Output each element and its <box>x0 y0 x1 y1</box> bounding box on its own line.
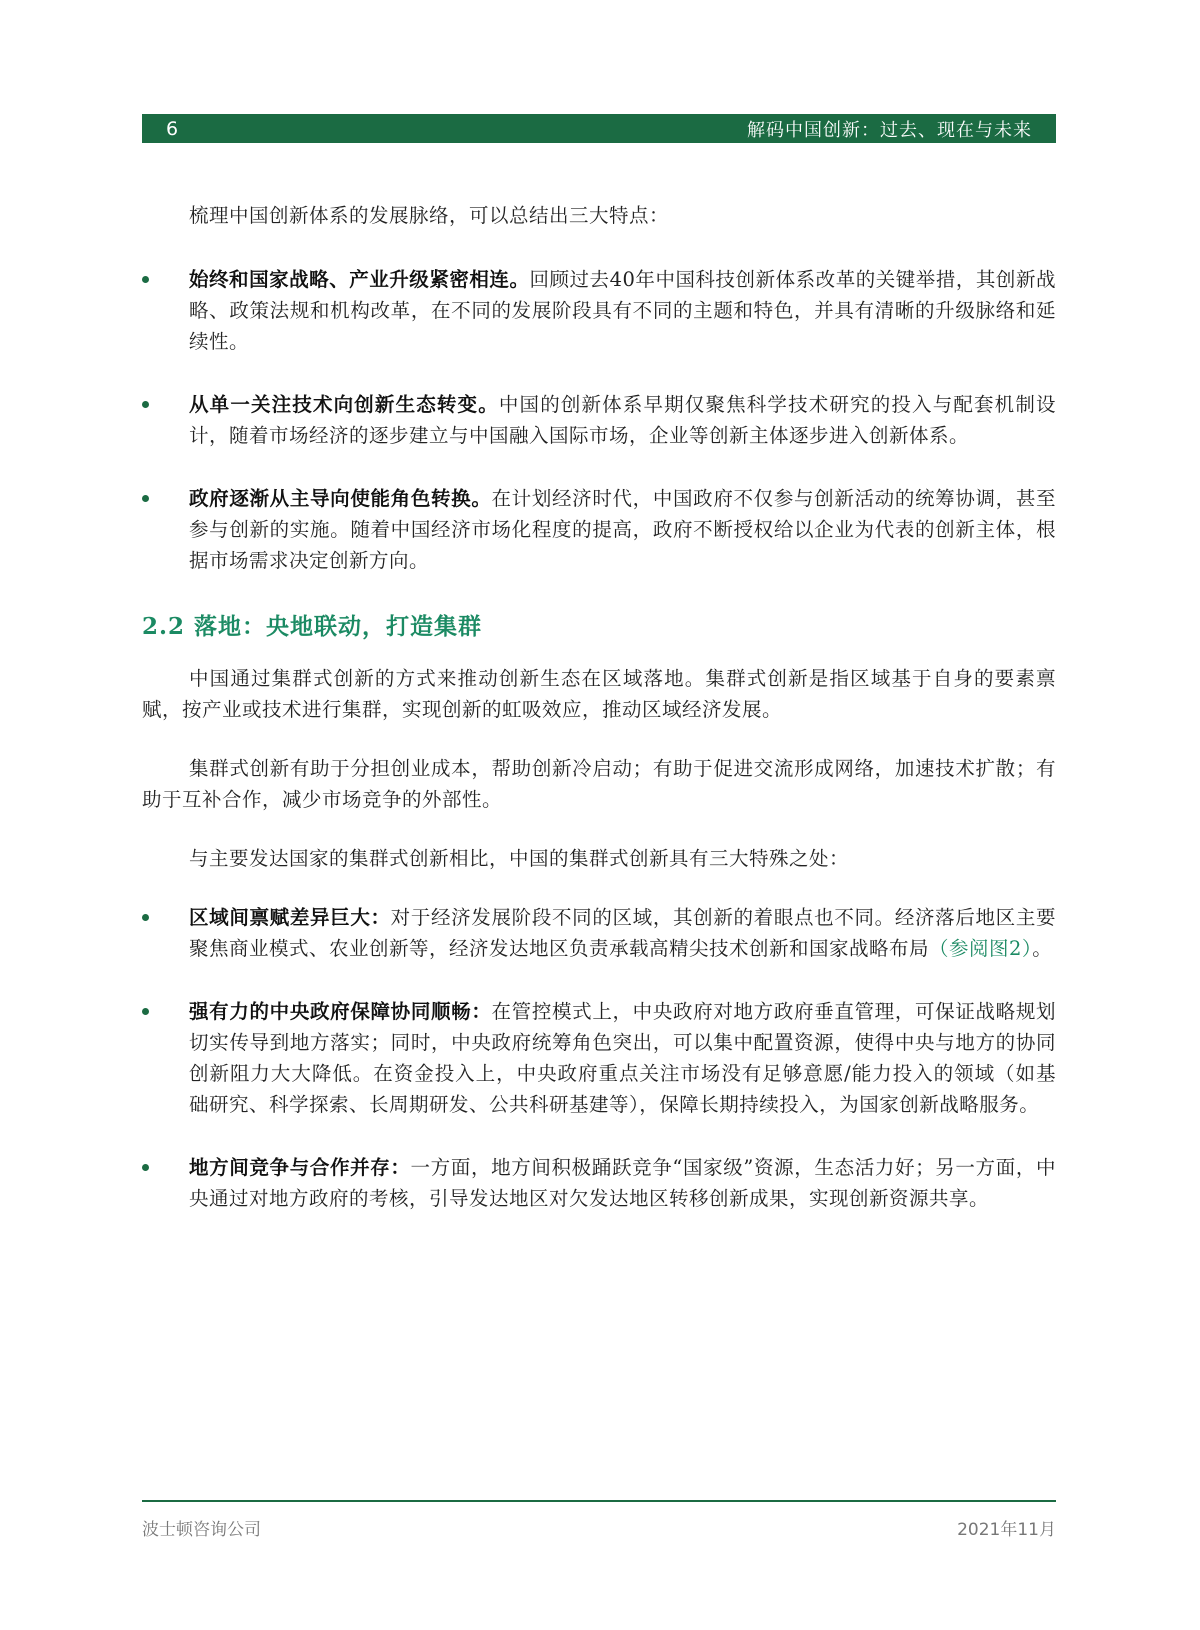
feature-lead: 从单一关注技术向创新生态转变。 <box>189 393 499 416</box>
specials-list <box>142 902 1056 1214</box>
feature-text: 在计划经济时代，中国政府不仅参与创新活动的统筹协调，甚至参与创新的实施。随着中国经济市场化程度的提高，政府不断授权给以企业为代表的创新主体，根据市场需求决定创新方向。 <box>189 487 1056 572</box>
section-paragraph-1: 中国通过集群式创新的方式来推动创新生态在区域落地。集群式创新是指区域基于自身的要素禀赋，按产业或技术进行集群，实现创新的虹吸效应，推动区域经济发展。 <box>142 667 1056 721</box>
section-paragraph-2: 集群式创新有助于分担创业成本，帮助创新冷启动；有助于促进交流形成网络，加速技术扩散；有助于互补合作，减少市场竞争的外部性。 <box>142 757 1056 811</box>
page-number: 6 <box>166 117 179 140</box>
list-item <box>142 264 1056 357</box>
special-lead: 地方间竞争与合作并存： <box>189 1156 411 1179</box>
page-header-bar <box>142 114 1056 143</box>
footer-divider <box>142 1500 1056 1502</box>
footer-company: 波士顿咨询公司 <box>142 1520 261 1540</box>
footer-date: 2021年11月 <box>957 1520 1056 1540</box>
list-item <box>142 902 1056 964</box>
page-content <box>142 200 1056 1246</box>
section-paragraph-3: 与主要发达国家的集群式创新相比，中国的集群式创新具有三大特殊之处： <box>189 847 850 870</box>
page-footer <box>142 1515 1056 1540</box>
feature-text: 中国的创新体系早期仅聚焦科学技术研究的投入与配套机制设计，随着市场经济的逐步建立与中国融入国际市场，企业等创新主体逐步进入创新体系。 <box>189 393 1056 447</box>
special-lead: 区域间禀赋差异巨大： <box>189 906 391 929</box>
special-tail: 。 <box>1032 937 1053 960</box>
bullet-icon <box>142 914 149 921</box>
features-list <box>142 264 1056 576</box>
bullet-icon <box>142 401 149 408</box>
bullet-icon <box>142 1164 149 1171</box>
special-text: 对于经济发展阶段不同的区域，其创新的着眼点也不同。经济落后地区主要聚焦商业模式、农业创新等，经济发达地区负责承载高精尖技术创新和国家战略布局 <box>189 906 1056 960</box>
feature-text: 回顾过去40年中国科技创新体系改革的关键举措，其创新战略、政策法规和机构改革，在不同的发展阶段具有不同的主题和特色，并具有清晰的升级脉络和延续性。 <box>189 268 1056 353</box>
list-item <box>142 996 1056 1120</box>
figure-reference-link[interactable]: （参阅图2） <box>929 937 1033 960</box>
feature-lead: 政府逐渐从主导向使能角色转换。 <box>189 487 492 510</box>
document-title: 解码中国创新：过去、现在与未来 <box>747 119 1032 141</box>
feature-lead: 始终和国家战略、产业升级紧密相连。 <box>189 268 530 291</box>
section-heading: 2.2 落地：央地联动，打造集群 <box>142 613 483 640</box>
intro-paragraph: 梳理中国创新体系的发展脉络，可以总结出三大特点： <box>189 204 670 227</box>
special-text: 一方面，地方间积极踊跃竞争“国家级”资源，生态活力好；另一方面，中央通过对地方政府的考核，引导发达地区对欠发达地区转移创新成果，实现创新资源共享。 <box>189 1156 1056 1210</box>
special-lead: 强有力的中央政府保障协同顺畅： <box>189 1000 492 1023</box>
bullet-icon <box>142 1008 149 1015</box>
list-item <box>142 483 1056 576</box>
list-item <box>142 389 1056 451</box>
bullet-icon <box>142 495 149 502</box>
bullet-icon <box>142 276 149 283</box>
list-item <box>142 1152 1056 1214</box>
special-text: 在管控模式上，中央政府对地方政府垂直管理，可保证战略规划切实传导到地方落实；同时，中央政府统筹角色突出，可以集中配置资源，使得中央与地方的协同创新阻力大大降低。在资金投入上，中央政府重点关注市场没有足够意愿/能力投入的领域（如基础研究、科学探索、长周期研发、公共科研基建等），保障长期持续投入，为国家创新战略服务。 <box>189 1000 1056 1116</box>
